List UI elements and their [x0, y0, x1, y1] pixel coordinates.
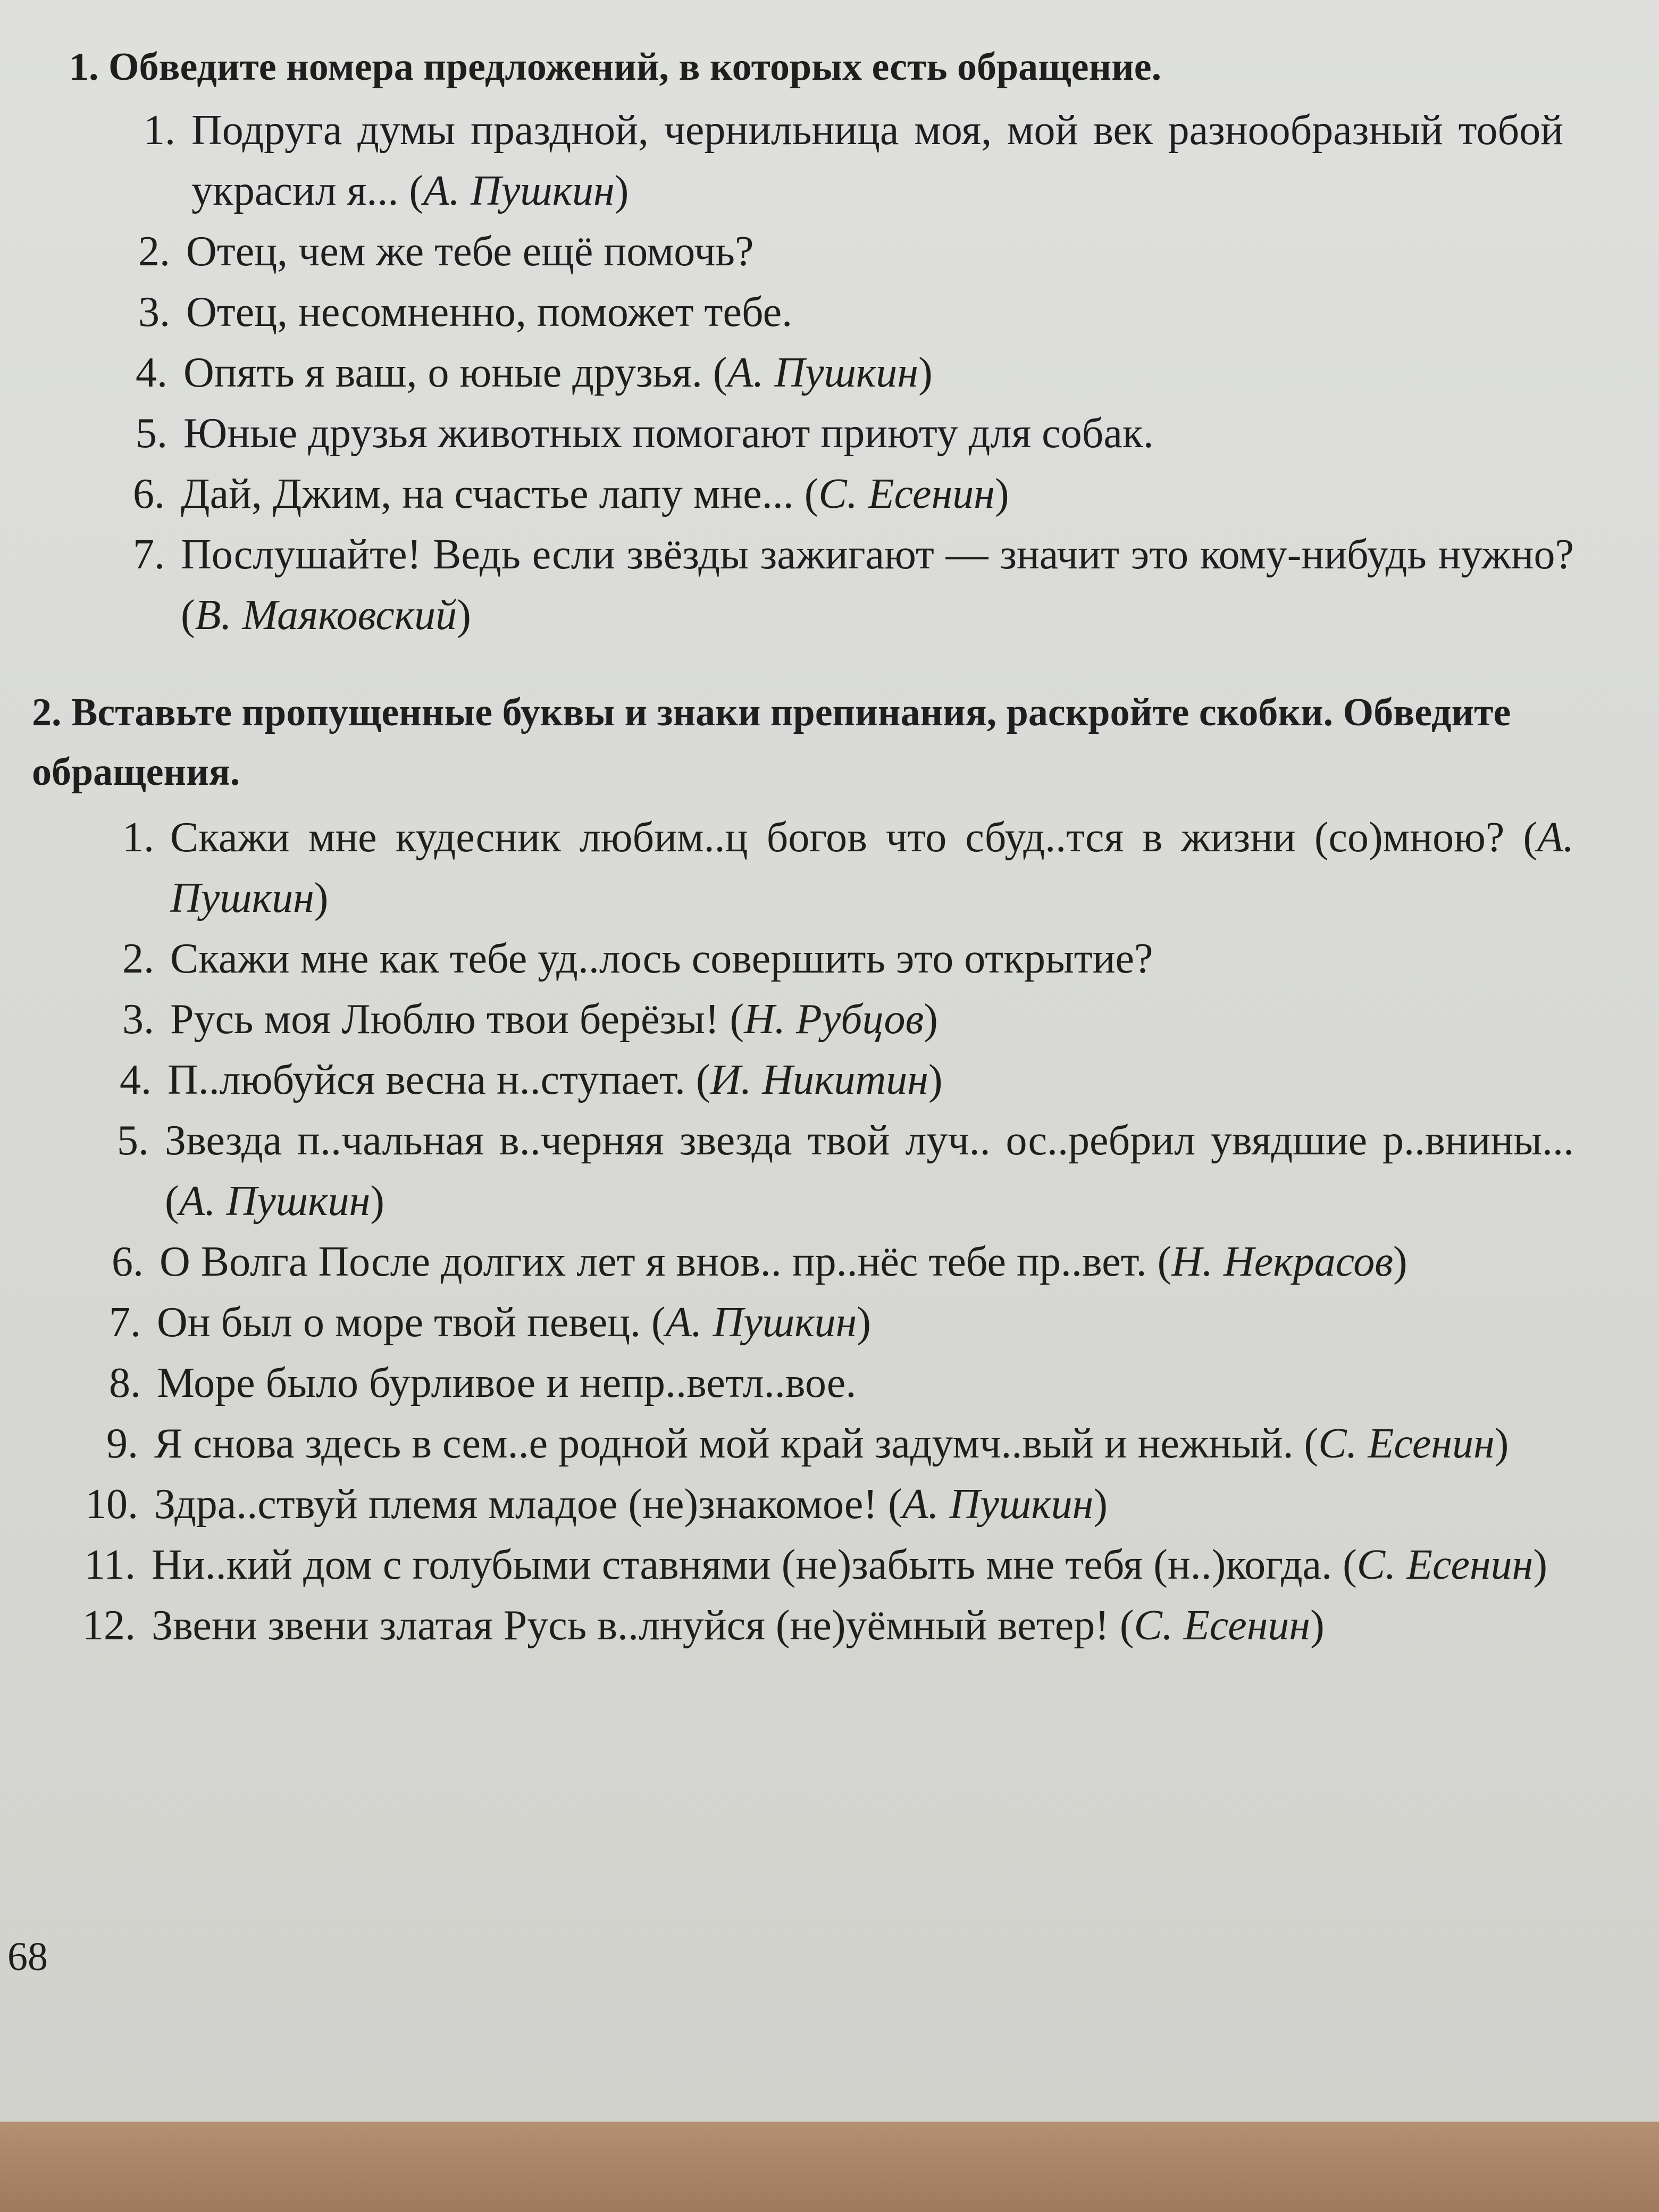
item-number: 1.	[122, 814, 154, 861]
list-item: 11. Ни..кий дом с голубыми ставнями (не)забыть мне тебя (н..)когда. (С. Есенин)	[32, 1535, 1606, 1595]
item-number: 5.	[136, 410, 167, 457]
list-item: 1. Скажи мне кудесник любим..ц богов что сбуд..тся в жизни (со)мною? (А. Пушкин)	[32, 807, 1606, 928]
item-text: П..любуйся весна н..ступает.	[167, 1057, 696, 1103]
item-number: 12.	[82, 1602, 136, 1649]
item-text: О Волга После долгих лет я внов.. пр..нёс тебе пр..вет.	[160, 1238, 1158, 1285]
task-number: 2.	[32, 691, 62, 734]
item-number: 10.	[85, 1481, 138, 1528]
item-number: 1.	[144, 107, 175, 154]
task-instruction-text: Обведите номера предложений, в которых есть обращение.	[108, 45, 1162, 89]
list-item: 9. Я снова здесь в сем..е родной мой край задумч..вый и нежный. (С. Есенин)	[32, 1413, 1606, 1474]
task-number: 1.	[69, 45, 99, 89]
item-text: Послушайте! Ведь если звёзды зажигают — значит это кому-нибудь нужно?	[181, 531, 1574, 578]
item-number: 3.	[138, 289, 170, 336]
task-2	[32, 683, 1606, 1656]
item-author: А. Пушкин	[423, 167, 615, 214]
item-number: 6.	[112, 1238, 144, 1285]
item-text: Опять я ваш, о юные друзья.	[183, 349, 713, 396]
item-text: Русь моя Люблю твои берёзы!	[170, 996, 730, 1043]
item-number: 2.	[138, 228, 170, 275]
page-content	[32, 37, 1606, 1656]
item-text: Я снова здесь в сем..е родной мой край задумч..вый и нежный.	[154, 1420, 1304, 1467]
task-2-list	[32, 807, 1606, 1656]
item-text: Скажи мне как тебе уд..лось совершить это открытие?	[170, 935, 1153, 982]
item-text: Отец, несомненно, поможет тебе.	[186, 289, 793, 336]
list-item	[32, 403, 1606, 464]
list-item: 7. Он был о море твой певец. (А. Пушкин)	[32, 1292, 1606, 1353]
list-item: 5. Звезда п..чальная в..черняя звезда твой луч.. ос..ребрил увядшие р..внины... (А. Пушкин)	[32, 1110, 1606, 1231]
item-author: С. Есенин	[1134, 1602, 1311, 1649]
list-item: 4. П..любуйся весна н..ступает. (И. Никитин)	[32, 1050, 1606, 1110]
item-text: Дай, Джим, на счастье лапу мне...	[181, 471, 805, 517]
item-author: С. Есенин	[1356, 1541, 1534, 1588]
task-2-instruction	[32, 683, 1606, 802]
item-number: 4.	[120, 1057, 152, 1103]
list-item: 7. Послушайте! Ведь если звёзды зажигают — значит это кому-нибудь нужно? (В. Маяковский)	[32, 524, 1606, 646]
item-text: Ни..кий дом с голубыми ставнями (не)забыть мне тебя (н..)когда.	[152, 1541, 1343, 1588]
item-number: 8.	[109, 1360, 141, 1406]
page-number: 68	[7, 1934, 48, 1979]
item-text: Скажи мне кудесник любим..ц богов что сбуд..тся в жизни (со)мною?	[170, 814, 1523, 861]
item-text: Он был о море твой певец.	[157, 1299, 652, 1346]
item-author: С. Есенин	[1318, 1420, 1495, 1467]
list-item: 12. Звени звени златая Русь в..лнуйся (не)уёмный ветер! (С. Есенин)	[32, 1595, 1606, 1656]
list-item	[32, 1353, 1606, 1413]
item-author: В. Маяковский	[195, 592, 457, 639]
item-author: А. Пушкин	[727, 349, 919, 396]
table-surface	[0, 2122, 1659, 2212]
item-number: 11.	[83, 1541, 136, 1588]
item-author: И. Никитин	[710, 1057, 928, 1103]
item-author: А. Пушкин	[170, 814, 1574, 921]
item-author: Н. Некрасов	[1171, 1238, 1393, 1285]
list-item: 6. О Волга После долгих лет я внов.. пр..нёс тебе пр..вет. (Н. Некрасов)	[32, 1231, 1606, 1292]
item-number: 5.	[117, 1117, 149, 1164]
list-item: 10. Здра..ствуй племя младое (не)знакомое! (А. Пушкин)	[32, 1474, 1606, 1535]
list-item: 3. Русь моя Люблю твои берёзы! (Н. Рубцов)	[32, 989, 1606, 1050]
item-text: Подруга думы праздной, чернильница моя, мой век разнообразный тобой украсил я...	[191, 107, 1563, 214]
item-author: А. Пушкин	[902, 1481, 1094, 1528]
item-number: 6.	[133, 471, 165, 517]
item-text: Звени звени златая Русь в..лнуйся (не)уёмный ветер!	[152, 1602, 1120, 1649]
item-author: С. Есенин	[818, 471, 995, 517]
item-number: 9.	[106, 1420, 138, 1467]
item-text: Звезда п..чальная в..черняя звезда твой луч.. ос..ребрил увядшие р..внины...	[165, 1117, 1574, 1164]
item-number: 3.	[122, 996, 154, 1043]
item-text: Море было бурливое и непр..ветл..вое.	[157, 1360, 857, 1406]
item-number: 2.	[122, 935, 154, 982]
item-number: 4.	[136, 349, 167, 396]
task-instruction-text: Вставьте пропущенные буквы и знаки препинания, раскройте скобки. Обведите обращения.	[32, 691, 1511, 794]
item-text: Отец, чем же тебе ещё помочь?	[186, 228, 754, 275]
task-1	[32, 37, 1606, 646]
task-1-list	[32, 100, 1606, 646]
item-number: 7.	[133, 531, 165, 578]
item-text: Юные друзья животных помогают приюту для собак.	[183, 410, 1154, 457]
item-author: А. Пушкин	[179, 1178, 371, 1225]
task-1-instruction	[69, 37, 1606, 97]
list-item: 4. Опять я ваш, о юные друзья. (А. Пушкин)	[32, 342, 1606, 403]
list-item: 1. Подруга думы праздной, чернильница моя, мой век разнообразный тобой украсил я... (А. Пушкин)	[32, 100, 1606, 221]
list-item	[32, 221, 1606, 282]
item-author: Н. Рубцов	[744, 996, 924, 1043]
item-text: Здра..ствуй племя младое (не)знакомое!	[154, 1481, 889, 1528]
list-item: 6. Дай, Джим, на счастье лапу мне... (С. Есенин)	[32, 464, 1606, 524]
item-author: А. Пушкин	[665, 1299, 857, 1346]
list-item	[32, 928, 1606, 989]
list-item	[32, 282, 1606, 342]
item-number: 7.	[109, 1299, 141, 1346]
